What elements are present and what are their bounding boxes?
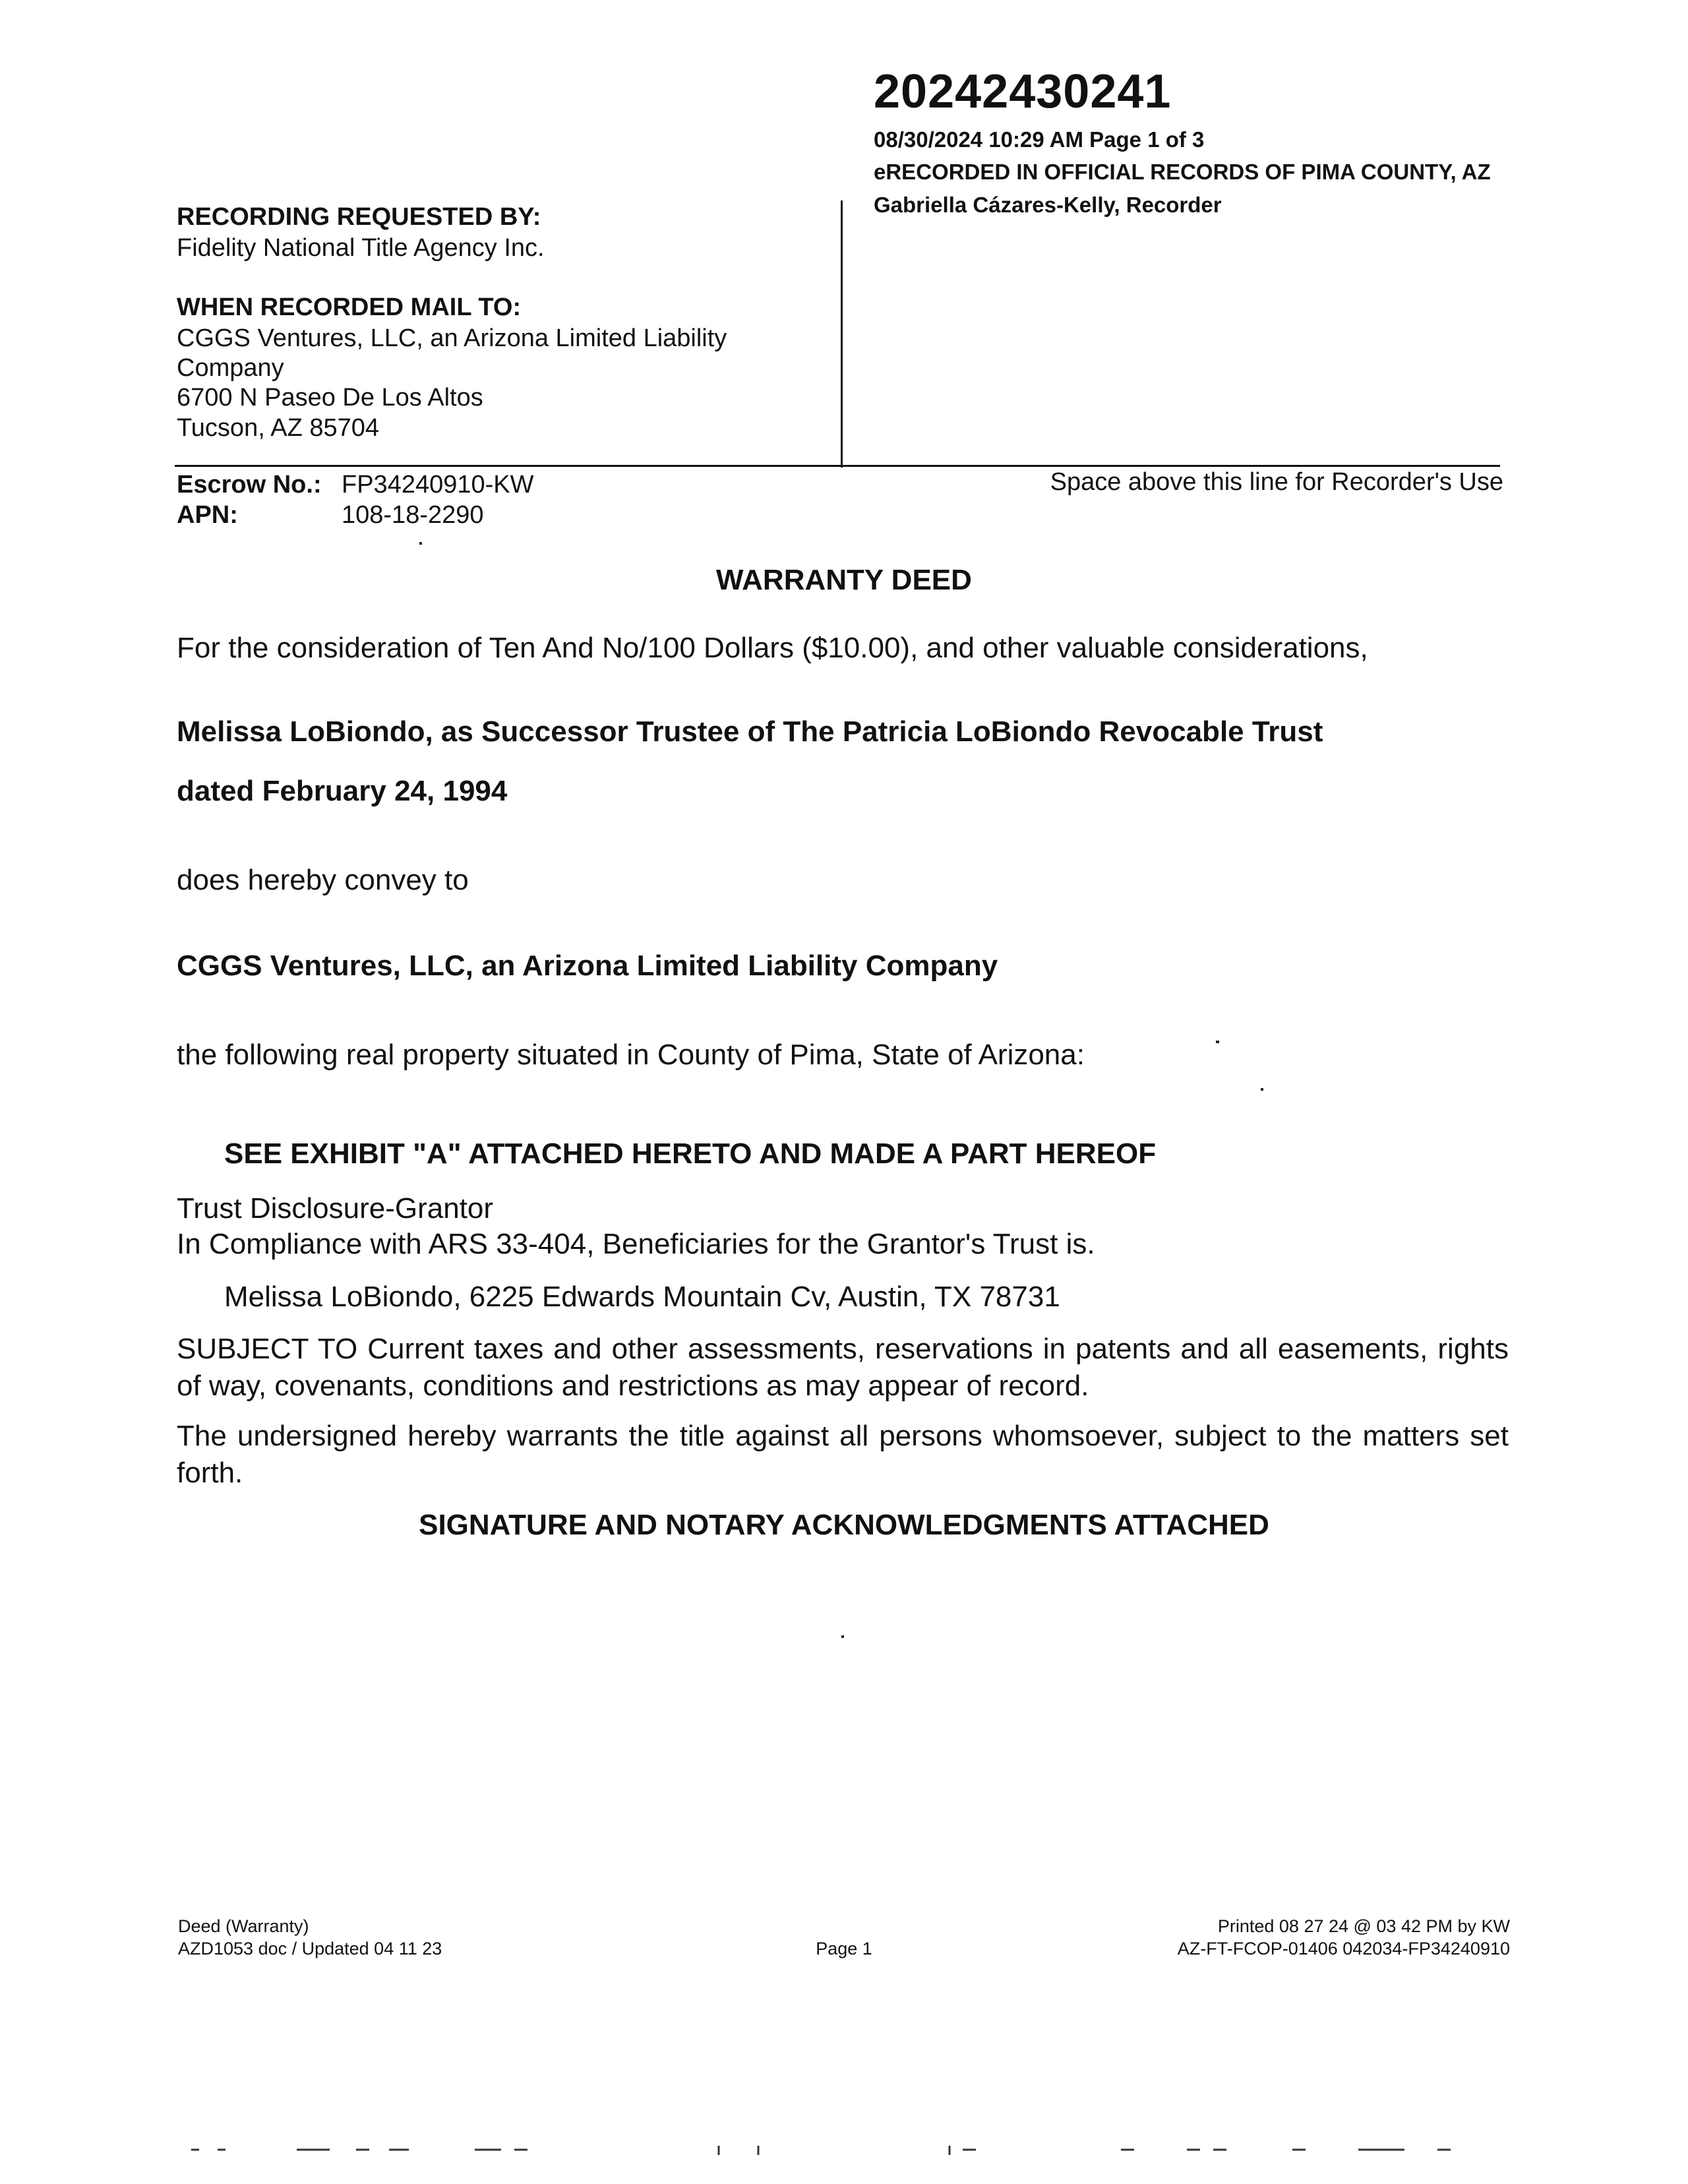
recorder-use-divider bbox=[175, 465, 1500, 467]
header-vertical-divider bbox=[841, 200, 843, 468]
grantee-name: CGGS Ventures, LLC, an Arizona Limited Liability Company bbox=[177, 950, 998, 982]
recording-requested-name: Fidelity National Title Agency Inc. bbox=[177, 234, 545, 262]
escrow-label: Escrow No.: bbox=[177, 471, 322, 499]
recorder-name: Gabriella Cázares-Kelly, Recorder bbox=[874, 193, 1222, 217]
deed-title: WARRANTY DEED bbox=[716, 564, 972, 596]
property-location-text: the following real property situated in County of Pima, State of Arizona: bbox=[177, 1039, 1085, 1071]
scan-speck bbox=[841, 1635, 844, 1638]
document-number: 20242430241 bbox=[874, 65, 1172, 118]
scan-speck bbox=[1261, 1088, 1263, 1091]
exhibit-reference: SEE EXHIBIT "A" ATTACHED HERETO AND MADE A PART HEREOF bbox=[224, 1138, 1157, 1170]
scan-artifact-strip bbox=[0, 2137, 1688, 2163]
subject-to-paragraph: SUBJECT TO Current taxes and other assessments, reservations in patents and all easements, rights of way, covenants, conditions and restrictions as may appear of record. bbox=[177, 1333, 1509, 1402]
recorder-use-note: Space above this line for Recorder's Use bbox=[1050, 468, 1503, 496]
escrow-number: FP34240910-KW bbox=[342, 471, 534, 499]
mail-to-line: CGGS Ventures, LLC, an Arizona Limited Liability bbox=[177, 324, 727, 352]
consideration-text: For the consideration of Ten And No/100 Dollars ($10.00), and other valuable considerations, bbox=[177, 632, 1368, 664]
footer-file-code: AZ-FT-FCOP-01406 042034-FP34240910 bbox=[1177, 1939, 1510, 1958]
grantor-name: Melissa LoBiondo, as Successor Trustee of The Patricia LoBiondo Revocable Trust bbox=[177, 715, 1323, 748]
grantor-trust-date: dated February 24, 1994 bbox=[177, 775, 508, 807]
scan-speck bbox=[419, 542, 422, 545]
compliance-text: In Compliance with ARS 33-404, Beneficiaries for the Grantor's Trust is. bbox=[177, 1228, 1095, 1260]
recorded-in-notice: eRECORDED IN OFFICIAL RECORDS OF PIMA COUNTY, AZ bbox=[874, 160, 1491, 184]
scan-speck bbox=[1216, 1041, 1219, 1043]
beneficiary-text: Melissa LoBiondo, 6225 Edwards Mountain Cv, Austin, TX 78731 bbox=[224, 1281, 1060, 1313]
footer-form-code: AZD1053 doc / Updated 04 11 23 bbox=[178, 1939, 442, 1958]
mail-to-line: Company bbox=[177, 354, 284, 382]
warranty-paragraph: The undersigned hereby warrants the title against all persons whomsoever, subject to the matters set forth. bbox=[177, 1420, 1509, 1489]
convey-text: does hereby convey to bbox=[177, 864, 469, 896]
mail-to-line: 6700 N Paseo De Los Altos bbox=[177, 384, 483, 411]
signature-notary-note: SIGNATURE AND NOTARY ACKNOWLEDGMENTS ATTACHED bbox=[419, 1509, 1269, 1541]
footer-page-number: Page 1 bbox=[816, 1939, 872, 1958]
mail-to-line: Tucson, AZ 85704 bbox=[177, 414, 380, 442]
apn-label: APN: bbox=[177, 501, 238, 529]
recording-requested-heading: RECORDING REQUESTED BY: bbox=[177, 203, 541, 231]
footer-form-name: Deed (Warranty) bbox=[178, 1916, 309, 1936]
apn-number: 108-18-2290 bbox=[342, 501, 484, 529]
trust-disclosure-heading: Trust Disclosure-Grantor bbox=[177, 1192, 494, 1225]
mail-to-heading: WHEN RECORDED MAIL TO: bbox=[177, 293, 522, 321]
recording-timestamp: 08/30/2024 10:29 AM Page 1 of 3 bbox=[874, 127, 1205, 152]
footer-printed-info: Printed 08 27 24 @ 03 42 PM by KW bbox=[1217, 1916, 1510, 1936]
